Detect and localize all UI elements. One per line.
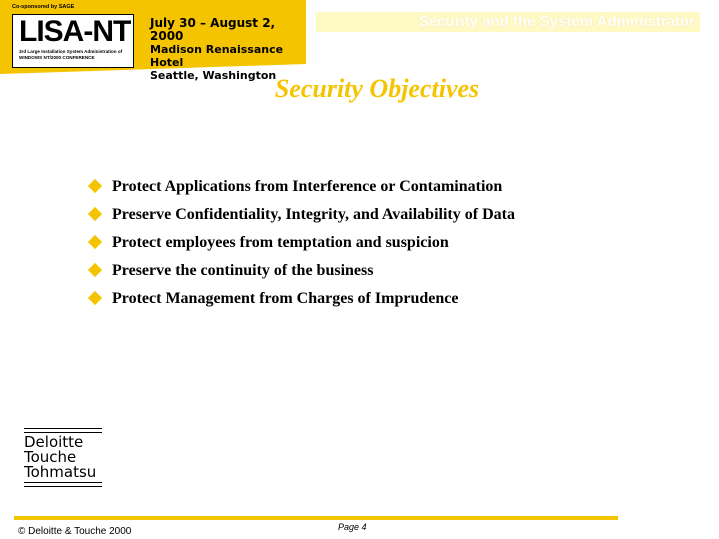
bullet-text: Protect employees from temptation and suspicion xyxy=(112,234,449,251)
diamond-bullet-icon xyxy=(88,291,102,305)
company-name-line3: Tohmatsu xyxy=(24,463,97,481)
bullet-item xyxy=(88,204,515,232)
event-city: Seattle, Washington xyxy=(150,69,277,82)
bullet-text: Protect Management from Charges of Imprudence xyxy=(112,290,459,307)
logo-subtitle-line2: WINDOWS NT/2000 CONFERENCE xyxy=(19,55,95,60)
copyright-text: © Deloitte & Touche 2000 xyxy=(18,526,132,537)
logo-subtitle xyxy=(19,49,129,61)
bullet-item xyxy=(88,232,515,260)
bullet-item xyxy=(88,288,515,316)
diamond-bullet-icon xyxy=(88,235,102,249)
logo-title: LISA-NT xyxy=(19,15,131,48)
cosponsor-text: Co-sponsored by SAGE xyxy=(12,4,75,10)
logo-rule-bottom xyxy=(24,482,102,487)
diamond-bullet-icon xyxy=(88,179,102,193)
company-logo xyxy=(24,428,104,487)
event-info xyxy=(150,17,306,82)
logo-subtitle-line1: 3rd Large Installation System Administration of xyxy=(19,49,123,54)
diamond-bullet-icon xyxy=(88,263,102,277)
lisa-nt-logo xyxy=(12,14,134,68)
company-name-line2: Touche xyxy=(24,448,77,466)
header-title: Security and the System Administrator xyxy=(418,13,695,30)
slide-title: Security Objectives xyxy=(274,74,480,103)
diamond-bullet-icon xyxy=(88,207,102,221)
bullet-list xyxy=(88,176,515,316)
bullet-text: Preserve the continuity of the business xyxy=(112,262,374,279)
footer-divider xyxy=(14,516,618,520)
bullet-item xyxy=(88,176,515,204)
page-number: Page 4 xyxy=(338,522,367,532)
bullet-item xyxy=(88,260,515,288)
company-name-line1: Deloitte xyxy=(24,433,84,451)
bullet-text: Protect Applications from Interference or Contamination xyxy=(112,178,503,195)
event-date: July 30 – August 2, 2000 xyxy=(150,16,276,43)
bullet-text: Preserve Confidentiality, Integrity, and Availability of Data xyxy=(112,206,515,223)
conference-banner xyxy=(0,0,306,82)
event-venue: Madison Renaissance Hotel xyxy=(150,43,284,69)
